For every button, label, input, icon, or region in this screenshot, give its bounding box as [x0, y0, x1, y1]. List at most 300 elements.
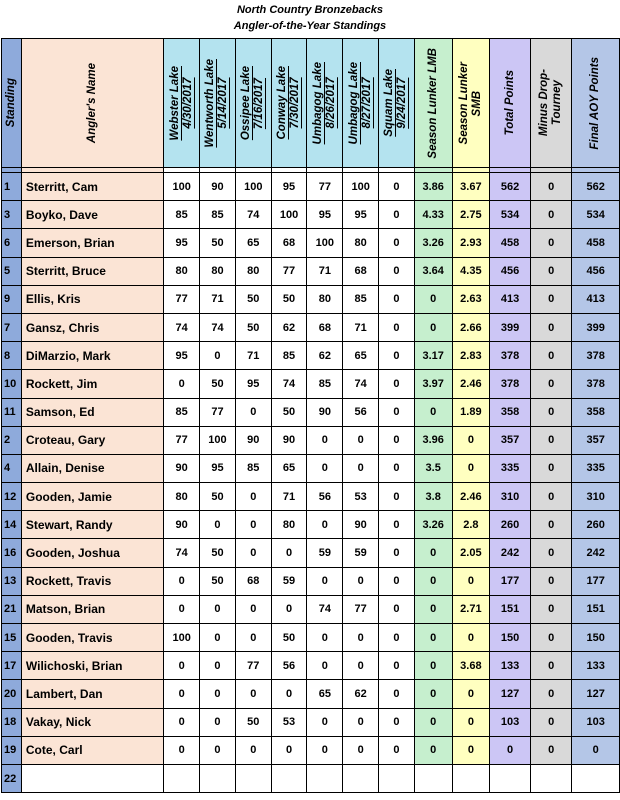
header-lunker-lmb — [414, 39, 452, 168]
lake-points-cell: 85 — [164, 201, 200, 229]
lake-points-cell: 50 — [271, 398, 307, 426]
header-lake-label: Squam Lake 9/24/2017 — [383, 69, 409, 137]
lake-points-cell: 0 — [164, 370, 200, 398]
lake-points-cell: 95 — [307, 201, 343, 229]
lake-points-cell: 0 — [271, 736, 307, 764]
lunker-lmb-cell: 3.26 — [414, 511, 452, 539]
lake-points-cell: 0 — [379, 708, 415, 736]
lake-points-cell: 80 — [235, 257, 271, 285]
header-lake-2 — [200, 39, 236, 168]
lunker-lmb-cell: 0 — [414, 567, 452, 595]
lunker-lmb-cell: 3.97 — [414, 370, 452, 398]
angler-name-cell: Rockett, Jim — [21, 370, 163, 398]
table-row — [2, 454, 620, 482]
lake-points-cell: 0 — [307, 426, 343, 454]
lunker-smb-cell: 3.67 — [452, 173, 490, 201]
lake-points-cell: 0 — [379, 229, 415, 257]
lunker-lmb-cell: 0 — [414, 285, 452, 313]
header-name-label: Angler's Name — [86, 62, 99, 144]
minus-drop-cell: 0 — [530, 342, 572, 370]
angler-name-cell: Vakay, Nick — [21, 708, 163, 736]
lake-points-cell: 50 — [235, 313, 271, 341]
lunker-smb-cell: 2.93 — [452, 229, 490, 257]
empty-cell — [343, 764, 379, 792]
header-lake-label: Webster Lake 4/30/2017 — [168, 65, 194, 141]
lunker-lmb-cell: 3.26 — [414, 229, 452, 257]
lake-points-cell: 0 — [307, 624, 343, 652]
standings-table — [1, 38, 620, 793]
empty-cell — [271, 764, 307, 792]
lake-points-cell: 77 — [164, 426, 200, 454]
lake-points-cell: 0 — [343, 426, 379, 454]
lake-points-cell: 71 — [271, 483, 307, 511]
lake-points-cell: 0 — [200, 652, 236, 680]
lake-points-cell: 0 — [235, 511, 271, 539]
final-points-cell: 177 — [572, 567, 620, 595]
final-points-cell: 534 — [572, 201, 620, 229]
lake-points-cell: 71 — [235, 342, 271, 370]
lake-points-cell: 68 — [271, 229, 307, 257]
angler-name-cell: Gooden, Joshua — [21, 539, 163, 567]
final-points-cell: 458 — [572, 229, 620, 257]
lake-points-cell: 77 — [164, 285, 200, 313]
lake-points-cell: 90 — [235, 426, 271, 454]
lake-points-cell: 85 — [164, 398, 200, 426]
lake-points-cell: 0 — [307, 736, 343, 764]
lake-points-cell: 95 — [343, 201, 379, 229]
standing-cell: 2 — [2, 426, 22, 454]
lake-points-cell: 77 — [200, 398, 236, 426]
total-points-cell: 357 — [490, 426, 531, 454]
standing-cell: 1 — [2, 173, 22, 201]
total-points-cell: 335 — [490, 454, 531, 482]
table-row — [2, 567, 620, 595]
lake-points-cell: 50 — [235, 285, 271, 313]
total-points-cell: 378 — [490, 342, 531, 370]
standing-cell: 4 — [2, 454, 22, 482]
empty-cell — [307, 764, 343, 792]
angler-name-cell: Emerson, Brian — [21, 229, 163, 257]
minus-drop-cell: 0 — [530, 511, 572, 539]
lunker-smb-cell: 2.8 — [452, 511, 490, 539]
table-row — [2, 624, 620, 652]
lunker-lmb-cell: 3.64 — [414, 257, 452, 285]
final-points-cell: 310 — [572, 483, 620, 511]
lunker-smb-cell: 2.66 — [452, 313, 490, 341]
total-points-cell: 150 — [490, 624, 531, 652]
minus-drop-cell: 0 — [530, 708, 572, 736]
standing-cell: 18 — [2, 708, 22, 736]
lake-points-cell: 0 — [164, 652, 200, 680]
standing-cell: 19 — [2, 736, 22, 764]
total-points-cell: 0 — [490, 736, 531, 764]
lake-points-cell: 0 — [379, 313, 415, 341]
table-row — [2, 736, 620, 764]
lunker-smb-cell: 2.46 — [452, 483, 490, 511]
lake-points-cell: 95 — [164, 342, 200, 370]
header-lmb-label: Season Lunker LMB — [426, 47, 439, 159]
header-lake-3 — [235, 39, 271, 168]
lake-points-cell: 0 — [343, 624, 379, 652]
lake-points-cell: 85 — [200, 201, 236, 229]
lake-points-cell: 0 — [379, 398, 415, 426]
standing-cell: 12 — [2, 483, 22, 511]
table-row — [2, 680, 620, 708]
final-points-cell: 378 — [572, 342, 620, 370]
header-final-label: Final AOY Points — [589, 56, 602, 150]
lake-points-cell: 0 — [379, 595, 415, 623]
lake-points-cell: 0 — [379, 652, 415, 680]
table-row — [2, 539, 620, 567]
total-points-cell: 562 — [490, 173, 531, 201]
lake-points-cell: 56 — [307, 483, 343, 511]
lake-points-cell: 77 — [343, 595, 379, 623]
total-points-cell: 242 — [490, 539, 531, 567]
lake-points-cell: 53 — [343, 483, 379, 511]
lake-points-cell: 0 — [379, 454, 415, 482]
lake-points-cell: 59 — [307, 539, 343, 567]
lake-points-cell: 80 — [343, 229, 379, 257]
minus-drop-cell: 0 — [530, 539, 572, 567]
lake-points-cell: 74 — [200, 313, 236, 341]
standing-cell: 7 — [2, 313, 22, 341]
lake-points-cell: 74 — [307, 595, 343, 623]
title-block — [0, 0, 620, 38]
lake-points-cell: 74 — [343, 370, 379, 398]
lake-points-cell: 50 — [200, 483, 236, 511]
lake-points-cell: 74 — [164, 539, 200, 567]
lake-points-cell: 0 — [379, 680, 415, 708]
lake-points-cell: 100 — [271, 201, 307, 229]
lake-points-cell: 0 — [164, 567, 200, 595]
lake-points-cell: 0 — [235, 624, 271, 652]
lake-points-cell: 0 — [307, 708, 343, 736]
lunker-smb-cell: 2.83 — [452, 342, 490, 370]
lunker-lmb-cell: 3.5 — [414, 454, 452, 482]
minus-drop-cell: 0 — [530, 426, 572, 454]
standing-cell: 22 — [2, 764, 22, 792]
lunker-lmb-cell: 3.8 — [414, 483, 452, 511]
lake-points-cell: 50 — [271, 624, 307, 652]
lake-points-cell: 80 — [200, 257, 236, 285]
final-points-cell: 260 — [572, 511, 620, 539]
lake-points-cell: 62 — [343, 680, 379, 708]
angler-name-cell: Wilichoski, Brian — [21, 652, 163, 680]
empty-cell — [164, 764, 200, 792]
empty-cell — [452, 764, 490, 792]
angler-name-cell: DiMarzio, Mark — [21, 342, 163, 370]
header-minus-drop — [530, 39, 572, 168]
angler-name-cell: Sterritt, Cam — [21, 173, 163, 201]
table-row — [2, 173, 620, 201]
lake-points-cell: 50 — [235, 708, 271, 736]
lake-points-cell: 0 — [343, 567, 379, 595]
lunker-smb-cell: 1.89 — [452, 398, 490, 426]
minus-drop-cell: 0 — [530, 313, 572, 341]
total-points-cell: 458 — [490, 229, 531, 257]
angler-name-cell: Gansz, Chris — [21, 313, 163, 341]
lunker-lmb-cell: 0 — [414, 708, 452, 736]
lake-points-cell: 0 — [379, 257, 415, 285]
lake-points-cell: 80 — [164, 257, 200, 285]
empty-cell — [379, 764, 415, 792]
lunker-lmb-cell: 0 — [414, 624, 452, 652]
lake-points-cell: 0 — [235, 539, 271, 567]
lake-points-cell: 74 — [235, 201, 271, 229]
table-row — [2, 511, 620, 539]
header-total-label: Total Points — [503, 70, 516, 136]
lake-points-cell: 59 — [271, 567, 307, 595]
lake-points-cell: 65 — [307, 680, 343, 708]
header-standing-label: Standing — [4, 78, 17, 128]
standing-cell: 21 — [2, 595, 22, 623]
standing-cell: 17 — [2, 652, 22, 680]
lake-points-cell: 0 — [235, 680, 271, 708]
lunker-lmb-cell: 0 — [414, 398, 452, 426]
table-row-empty — [2, 764, 620, 792]
total-points-cell: 378 — [490, 370, 531, 398]
table-row — [2, 257, 620, 285]
angler-name-cell: Sterritt, Bruce — [21, 257, 163, 285]
header-final-aoy — [572, 39, 620, 168]
minus-drop-cell: 0 — [530, 257, 572, 285]
lake-points-cell: 68 — [307, 313, 343, 341]
empty-cell — [414, 764, 452, 792]
lunker-smb-cell: 3.68 — [452, 652, 490, 680]
header-row — [2, 39, 620, 168]
lunker-lmb-cell: 4.33 — [414, 201, 452, 229]
total-points-cell: 358 — [490, 398, 531, 426]
lake-points-cell: 0 — [379, 285, 415, 313]
lunker-smb-cell: 0 — [452, 454, 490, 482]
lake-points-cell: 90 — [271, 426, 307, 454]
minus-drop-cell: 0 — [530, 398, 572, 426]
standing-cell: 6 — [2, 229, 22, 257]
table-row — [2, 595, 620, 623]
table-row — [2, 342, 620, 370]
standing-cell: 11 — [2, 398, 22, 426]
total-points-cell: 151 — [490, 595, 531, 623]
lunker-smb-cell: 0 — [452, 680, 490, 708]
lake-points-cell: 50 — [200, 539, 236, 567]
angler-name-cell: Boyko, Dave — [21, 201, 163, 229]
standing-cell: 20 — [2, 680, 22, 708]
lake-points-cell: 0 — [200, 511, 236, 539]
table-row — [2, 285, 620, 313]
total-points-cell: 103 — [490, 708, 531, 736]
final-points-cell: 103 — [572, 708, 620, 736]
header-lake-label: Conway Lake 7/30/2017 — [276, 66, 302, 140]
empty-cell — [21, 764, 163, 792]
lunker-smb-cell: 2.71 — [452, 595, 490, 623]
table-row — [2, 652, 620, 680]
final-points-cell: 0 — [572, 736, 620, 764]
lake-points-cell: 0 — [379, 511, 415, 539]
lunker-smb-cell: 2.75 — [452, 201, 490, 229]
minus-drop-cell: 0 — [530, 567, 572, 595]
minus-drop-cell: 0 — [530, 652, 572, 680]
lake-points-cell: 80 — [271, 511, 307, 539]
minus-drop-cell: 0 — [530, 624, 572, 652]
minus-drop-cell: 0 — [530, 285, 572, 313]
table-row — [2, 229, 620, 257]
lake-points-cell: 95 — [164, 229, 200, 257]
final-points-cell: 357 — [572, 426, 620, 454]
lake-points-cell: 90 — [164, 454, 200, 482]
total-points-cell: 534 — [490, 201, 531, 229]
lunker-smb-cell: 4.35 — [452, 257, 490, 285]
lake-points-cell: 90 — [200, 173, 236, 201]
empty-cell — [572, 764, 620, 792]
lake-points-cell: 0 — [343, 652, 379, 680]
total-points-cell: 133 — [490, 652, 531, 680]
lake-points-cell: 77 — [307, 173, 343, 201]
lake-points-cell: 0 — [307, 567, 343, 595]
final-points-cell: 151 — [572, 595, 620, 623]
lake-points-cell: 0 — [379, 426, 415, 454]
lake-points-cell: 0 — [307, 652, 343, 680]
total-points-cell: 399 — [490, 313, 531, 341]
total-points-cell: 127 — [490, 680, 531, 708]
minus-drop-cell: 0 — [530, 680, 572, 708]
empty-cell — [235, 764, 271, 792]
lake-points-cell: 0 — [200, 624, 236, 652]
lake-points-cell: 90 — [307, 398, 343, 426]
lake-points-cell: 85 — [307, 370, 343, 398]
lake-points-cell: 95 — [271, 173, 307, 201]
lake-points-cell: 0 — [379, 201, 415, 229]
angler-name-cell: Stewart, Randy — [21, 511, 163, 539]
final-points-cell: 378 — [572, 370, 620, 398]
lake-points-cell: 0 — [235, 736, 271, 764]
angler-name-cell: Samson, Ed — [21, 398, 163, 426]
header-lake-4 — [271, 39, 307, 168]
standing-cell: 5 — [2, 257, 22, 285]
header-lake-7 — [379, 39, 415, 168]
final-points-cell: 150 — [572, 624, 620, 652]
lake-points-cell: 0 — [379, 736, 415, 764]
header-lake-6 — [343, 39, 379, 168]
lunker-smb-cell: 0 — [452, 567, 490, 595]
standing-cell: 10 — [2, 370, 22, 398]
lunker-smb-cell: 2.63 — [452, 285, 490, 313]
lake-points-cell: 85 — [343, 285, 379, 313]
lake-points-cell: 0 — [200, 342, 236, 370]
lake-points-cell: 0 — [235, 398, 271, 426]
table-row — [2, 483, 620, 511]
angler-name-cell: Gooden, Jamie — [21, 483, 163, 511]
lake-points-cell: 71 — [200, 285, 236, 313]
standing-cell: 14 — [2, 511, 22, 539]
lake-points-cell: 0 — [307, 454, 343, 482]
final-points-cell: 562 — [572, 173, 620, 201]
minus-drop-cell: 0 — [530, 483, 572, 511]
lunker-smb-cell: 2.05 — [452, 539, 490, 567]
empty-cell — [530, 764, 572, 792]
lake-points-cell: 0 — [343, 736, 379, 764]
lake-points-cell: 0 — [164, 680, 200, 708]
header-lake-label: Ossipee Lake 7/16/2017 — [240, 65, 266, 141]
lake-points-cell: 50 — [200, 370, 236, 398]
lake-points-cell: 50 — [200, 567, 236, 595]
lake-points-cell: 0 — [379, 342, 415, 370]
lunker-lmb-cell: 3.17 — [414, 342, 452, 370]
lunker-smb-cell: 0 — [452, 708, 490, 736]
standing-cell: 13 — [2, 567, 22, 595]
lake-points-cell: 95 — [200, 454, 236, 482]
total-points-cell: 260 — [490, 511, 531, 539]
lake-points-cell: 71 — [307, 257, 343, 285]
final-points-cell: 133 — [572, 652, 620, 680]
header-lake-5 — [307, 39, 343, 168]
lake-points-cell: 100 — [235, 173, 271, 201]
lunker-smb-cell: 0 — [452, 624, 490, 652]
lunker-smb-cell: 0 — [452, 426, 490, 454]
lake-points-cell: 90 — [343, 511, 379, 539]
lake-points-cell: 0 — [343, 708, 379, 736]
lake-points-cell: 74 — [271, 370, 307, 398]
table-row — [2, 313, 620, 341]
lake-points-cell: 0 — [200, 736, 236, 764]
lake-points-cell: 77 — [271, 257, 307, 285]
lake-points-cell: 0 — [164, 708, 200, 736]
lake-points-cell: 0 — [379, 483, 415, 511]
angler-name-cell: Gooden, Travis — [21, 624, 163, 652]
table-row — [2, 708, 620, 736]
lake-points-cell: 65 — [343, 342, 379, 370]
minus-drop-cell: 0 — [530, 370, 572, 398]
lunker-lmb-cell: 3.86 — [414, 173, 452, 201]
header-total-points — [490, 39, 531, 168]
standing-cell: 15 — [2, 624, 22, 652]
lake-points-cell: 0 — [164, 736, 200, 764]
lunker-lmb-cell: 0 — [414, 736, 452, 764]
lake-points-cell: 0 — [379, 567, 415, 595]
lunker-lmb-cell: 0 — [414, 652, 452, 680]
lake-points-cell: 95 — [235, 370, 271, 398]
lake-points-cell: 100 — [200, 426, 236, 454]
lake-points-cell: 85 — [271, 342, 307, 370]
table-row — [2, 426, 620, 454]
lunker-lmb-cell: 0 — [414, 539, 452, 567]
angler-name-cell: Matson, Brian — [21, 595, 163, 623]
header-name — [21, 39, 163, 168]
lake-points-cell: 0 — [235, 595, 271, 623]
table-row — [2, 398, 620, 426]
lake-points-cell: 68 — [343, 257, 379, 285]
lake-points-cell: 0 — [307, 511, 343, 539]
minus-drop-cell: 0 — [530, 736, 572, 764]
header-lake-label: Wentworth Lake 5/14/2017 — [204, 58, 230, 148]
lake-points-cell: 50 — [200, 229, 236, 257]
header-lake-label: Umbagog Lake 8/26/2017 — [311, 61, 337, 145]
empty-cell — [490, 764, 531, 792]
lake-points-cell: 80 — [307, 285, 343, 313]
lake-points-cell: 0 — [200, 595, 236, 623]
total-points-cell: 456 — [490, 257, 531, 285]
header-lunker-smb — [452, 39, 490, 168]
final-points-cell: 358 — [572, 398, 620, 426]
lunker-lmb-cell: 0 — [414, 313, 452, 341]
lake-points-cell: 0 — [164, 595, 200, 623]
minus-drop-cell: 0 — [530, 229, 572, 257]
lunker-lmb-cell: 0 — [414, 595, 452, 623]
standing-cell: 16 — [2, 539, 22, 567]
lake-points-cell: 80 — [164, 483, 200, 511]
lake-points-cell: 100 — [164, 624, 200, 652]
lake-points-cell: 0 — [200, 708, 236, 736]
angler-name-cell: Croteau, Gary — [21, 426, 163, 454]
